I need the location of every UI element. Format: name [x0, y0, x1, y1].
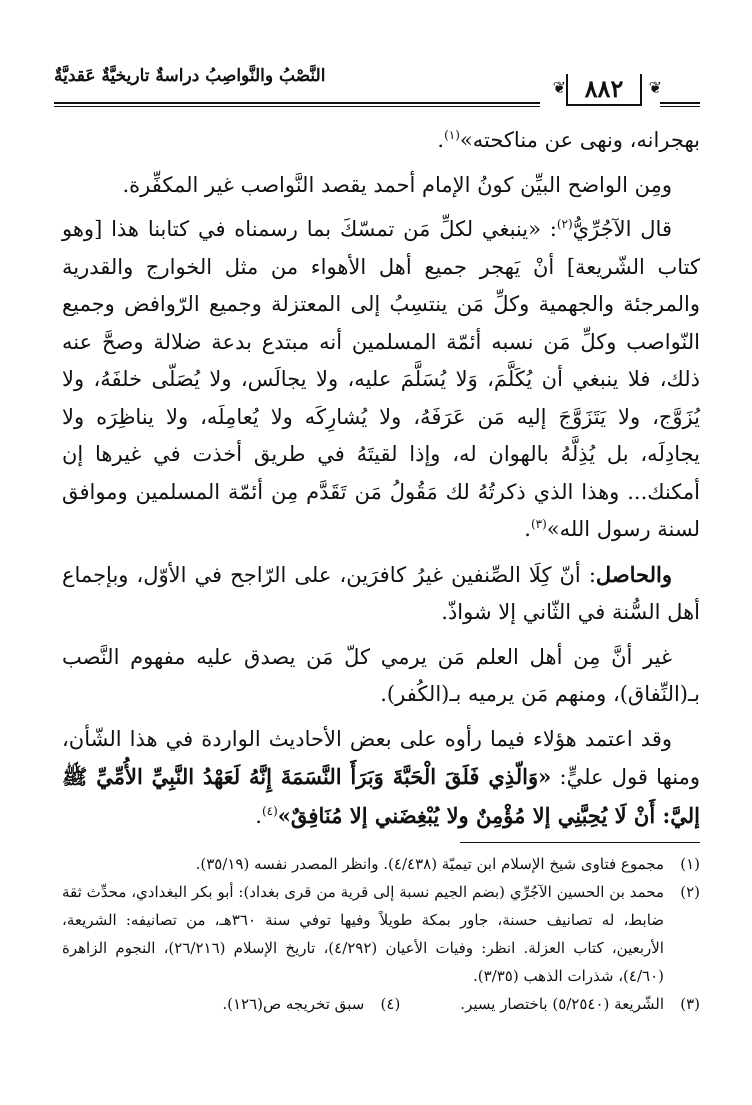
- ornament-icon: ❦: [648, 78, 662, 97]
- paragraph-text: وقد اعتمد هؤلاء فيما رأوه على بعض الأحاديث الواردة في هذا الشّأن، ومنها قول عليٍّ:: [62, 726, 700, 789]
- header-rule: [54, 102, 540, 107]
- header-rule-short: [660, 102, 700, 107]
- footnotes: [62, 850, 700, 1018]
- paragraph-5: غير أنَّ مِن أهل العلم مَن يرمي كلّ مَن يصدق عليه مفهوم النَّصب بـ(النِّفاق)، ومنهم مَن يرميه بـ(الكُفر).: [62, 644, 700, 706]
- hadith-quote: «وَالّذِي فَلَقَ الْحَبَّةَ وَبَرَأَ النَّسَمَةَ إِنَّهُ لَعَهْدُ النَّبِيِّ الأُمِّيِّ ﷺ إليَّ: أَنْ لَا يُحِبَّنِي إلا مُؤْمِنٌ ولا يُبْغِضَني إلا مُنَافِقٌ»: [62, 764, 700, 828]
- footnote-ref[interactable]: (١): [444, 128, 460, 142]
- footnote-3: [460, 990, 700, 1018]
- running-title: النَّصْبُ والنَّواصِبُ دراسةٌ تاريخيَّةٌ عَقديَّةٌ: [54, 66, 326, 86]
- quote-intro: قال الآجُرِّيُّ: [572, 217, 672, 241]
- paragraph-text: : أنّ كِلَا الصِّنفين غيرُ كافرَين، على الرّاجح في الأوّل، وبإجماع أهل السُّنة في الثّاني إلا شواذّ.: [62, 562, 700, 624]
- footnote-row: [62, 990, 700, 1018]
- quote-text: : «ينبغي لكلِّ مَن تمسّكَ بما رسمناه في كتابنا هذا [وهو كتاب الشّريعة] أنْ يَهجر جميع أهل الأهواء من مثل الخوارج والقدرية والمرجئة والجهمية وكلِّ مَن ينتسِبُ إلى المعتزلة وجميع الرّوافض وجميع النّواصب وكلِّ مَن نسبه أئمّة المسلمين أنه مبتدع بدعة ضلالة وصحَّ عنه ذلك، فلا ينبغي أن يُكَلَّمَ، وَلا يُسَلَّمَ عليه، ولا يجالَس، ولا يُصَلّى خلفَهُ، ولا يُزَوَّج، ولا يَتَزَوَّجَ إليه مَن عَرَفَهُ، ولا يُشارِكَه ولا يُعامِلَه، ولا يناظِرَه ولا يجادِلَه، بل يُذِلَّهُ بالهوان له، وإذا لقيتَهُ في طريق أخذت في غيرها إن أمكنك... وهذا الذي ذكرتُهُ لك مَقُولُ مَن تَقَدَّم مِن أئمّة المسلمين وموافق لسنة رسول الله»: [62, 217, 700, 541]
- punctuation: .: [437, 128, 445, 152]
- ornament-icon: ❦: [552, 78, 566, 97]
- punctuation: .: [524, 517, 531, 541]
- paragraph-1: [62, 122, 700, 160]
- paragraph-4: [62, 556, 700, 632]
- page-header: [54, 62, 700, 112]
- conclusion-label: والحاصل: [595, 561, 672, 587]
- paragraph-6: [62, 721, 700, 836]
- footnote-number: (٤): [380, 995, 401, 1013]
- footnote-text: سبق تخريجه ص(١٢٦).: [222, 995, 365, 1013]
- footnote-ref[interactable]: (٢): [556, 217, 573, 231]
- footnote-ref[interactable]: (٤): [261, 803, 278, 818]
- footnote-separator: [460, 842, 700, 843]
- paragraph-text: بهجرانه، ونهى عن مناكحته»: [459, 128, 700, 152]
- footnote-1: [62, 850, 700, 878]
- footnote-number: (٣): [680, 995, 700, 1013]
- footnote-text: مجموع فتاوى شيخ الإسلام ابن تيميّة (٤/٤٣٨). وانظر المصدر نفسه (٣٥/١٩).: [195, 855, 664, 873]
- footnote-4: [222, 990, 400, 1018]
- footnote-ref[interactable]: (٣): [530, 517, 547, 531]
- footnote-number: (١): [680, 855, 700, 873]
- punctuation: .: [255, 803, 262, 828]
- page-number: ٨٨٢: [566, 74, 642, 106]
- footnote-number: (٢): [680, 883, 700, 901]
- paragraph-3: [62, 211, 700, 549]
- paragraph-2: ومِن الواضح البيِّن كونُ الإمام أحمد يقصد النَّواصب غير المكفِّرة.: [122, 172, 672, 197]
- footnote-2: [62, 878, 700, 990]
- footnote-text: الشّريعة (٥/٢٥٤٠) باختصار يسير.: [460, 995, 664, 1013]
- footnote-text: محمد بن الحسين الآجُرِّي (بضم الجيم نسبة إلى قرية من قرى بغداد): أبو بكر البغدادي، محدِّث ثقة ضابط، له تصانيف حسنة، جاور بمكة طويلاً وفيها توفي سنة ٣٦٠هـ، من تصانيفه: الشريعة، الأربعين، كتاب العزلة. انظر: وفيات الأعيان (٤/٢٩٢)، تاريخ الإسلام (٢٦/٢١٦)، النجوم الزاهرة (٤/٦٠)، شذرات الذهب (٣/٣٥).: [62, 883, 665, 985]
- main-text: [62, 122, 700, 842]
